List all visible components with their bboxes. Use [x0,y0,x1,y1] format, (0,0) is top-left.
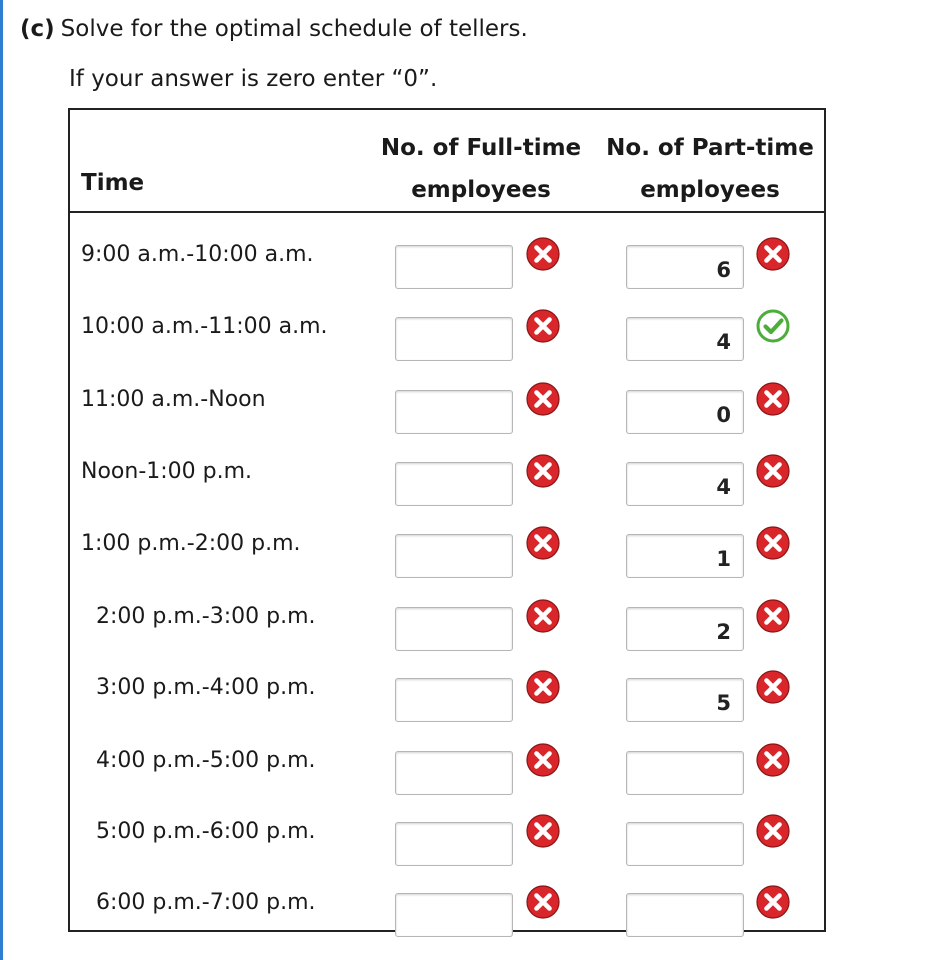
full-time-input[interactable] [395,462,513,506]
table-row [70,369,824,441]
incorrect-x-icon [755,742,791,778]
full-time-input[interactable] [395,822,513,866]
incorrect-x-icon [755,669,791,705]
incorrect-x-icon [755,236,791,272]
time-slot-label: Noon-1:00 p.m. [81,459,253,484]
table-row [70,296,824,368]
incorrect-x-icon [755,813,791,849]
incorrect-x-icon [525,669,561,705]
incorrect-x-icon [525,813,561,849]
time-slot-label: 10:00 a.m.-11:00 a.m. [81,314,328,339]
left-accent-bar [0,0,3,960]
full-time-input[interactable] [395,751,513,795]
incorrect-x-icon [755,598,791,634]
table-row [70,441,824,513]
time-slot-label: 9:00 a.m.-10:00 a.m. [81,242,314,267]
incorrect-x-icon [755,453,791,489]
full-time-input[interactable] [395,893,513,937]
incorrect-x-icon [755,525,791,561]
header-part-time [600,127,820,211]
full-time-input[interactable] [395,317,513,361]
time-slot-label: 5:00 p.m.-6:00 p.m. [96,819,316,844]
table-row [70,586,824,658]
part-time-input[interactable]: 4 [626,462,744,506]
incorrect-x-icon [755,381,791,417]
incorrect-x-icon [525,742,561,778]
table-row [70,872,824,944]
part-time-input[interactable]: 6 [626,245,744,289]
header-time: Time [81,170,145,196]
full-time-input[interactable] [395,390,513,434]
time-slot-label: 6:00 p.m.-7:00 p.m. [96,890,316,915]
header-full-time-line2: employees [411,177,551,203]
incorrect-x-icon [525,381,561,417]
correct-check-icon [755,308,791,344]
table-row [70,730,824,802]
incorrect-x-icon [525,453,561,489]
table-row [70,657,824,729]
part-time-input[interactable]: 1 [626,534,744,578]
time-slot-label: 3:00 p.m.-4:00 p.m. [96,675,316,700]
time-slot-label: 1:00 p.m.-2:00 p.m. [81,531,301,556]
header-full-time-line1: No. of Full-time [380,135,582,161]
header-divider [70,211,824,213]
part-time-input[interactable]: 0 [626,390,744,434]
part-time-input[interactable]: 4 [626,317,744,361]
incorrect-x-icon [525,598,561,634]
part-label: (c) [20,16,55,42]
part-time-input[interactable]: 2 [626,607,744,651]
part-time-input[interactable]: 5 [626,678,744,722]
incorrect-x-icon [755,884,791,920]
header-full-time [370,127,592,211]
full-time-input[interactable] [395,607,513,651]
incorrect-x-icon [525,308,561,344]
table-row [70,224,824,296]
schedule-table [68,108,826,932]
header-part-time-line2: employees [640,177,780,203]
incorrect-x-icon [525,525,561,561]
time-slot-label: 2:00 p.m.-3:00 p.m. [96,604,316,629]
incorrect-x-icon [525,884,561,920]
part-time-input[interactable] [626,822,744,866]
full-time-input[interactable] [395,534,513,578]
time-slot-label: 11:00 a.m.-Noon [81,387,266,412]
part-time-input[interactable] [626,751,744,795]
instruction-text: If your answer is zero enter “0”. [69,66,438,92]
full-time-input[interactable] [395,245,513,289]
table-row [70,513,824,585]
time-slot-label: 4:00 p.m.-5:00 p.m. [96,748,316,773]
part-time-input[interactable] [626,893,744,937]
full-time-input[interactable] [395,678,513,722]
header-part-time-line1: No. of Part-time [606,135,814,161]
incorrect-x-icon [525,236,561,272]
question-prompt [20,16,528,42]
table-row [70,801,824,873]
prompt-text: Solve for the optimal schedule of tellers. [60,16,528,42]
